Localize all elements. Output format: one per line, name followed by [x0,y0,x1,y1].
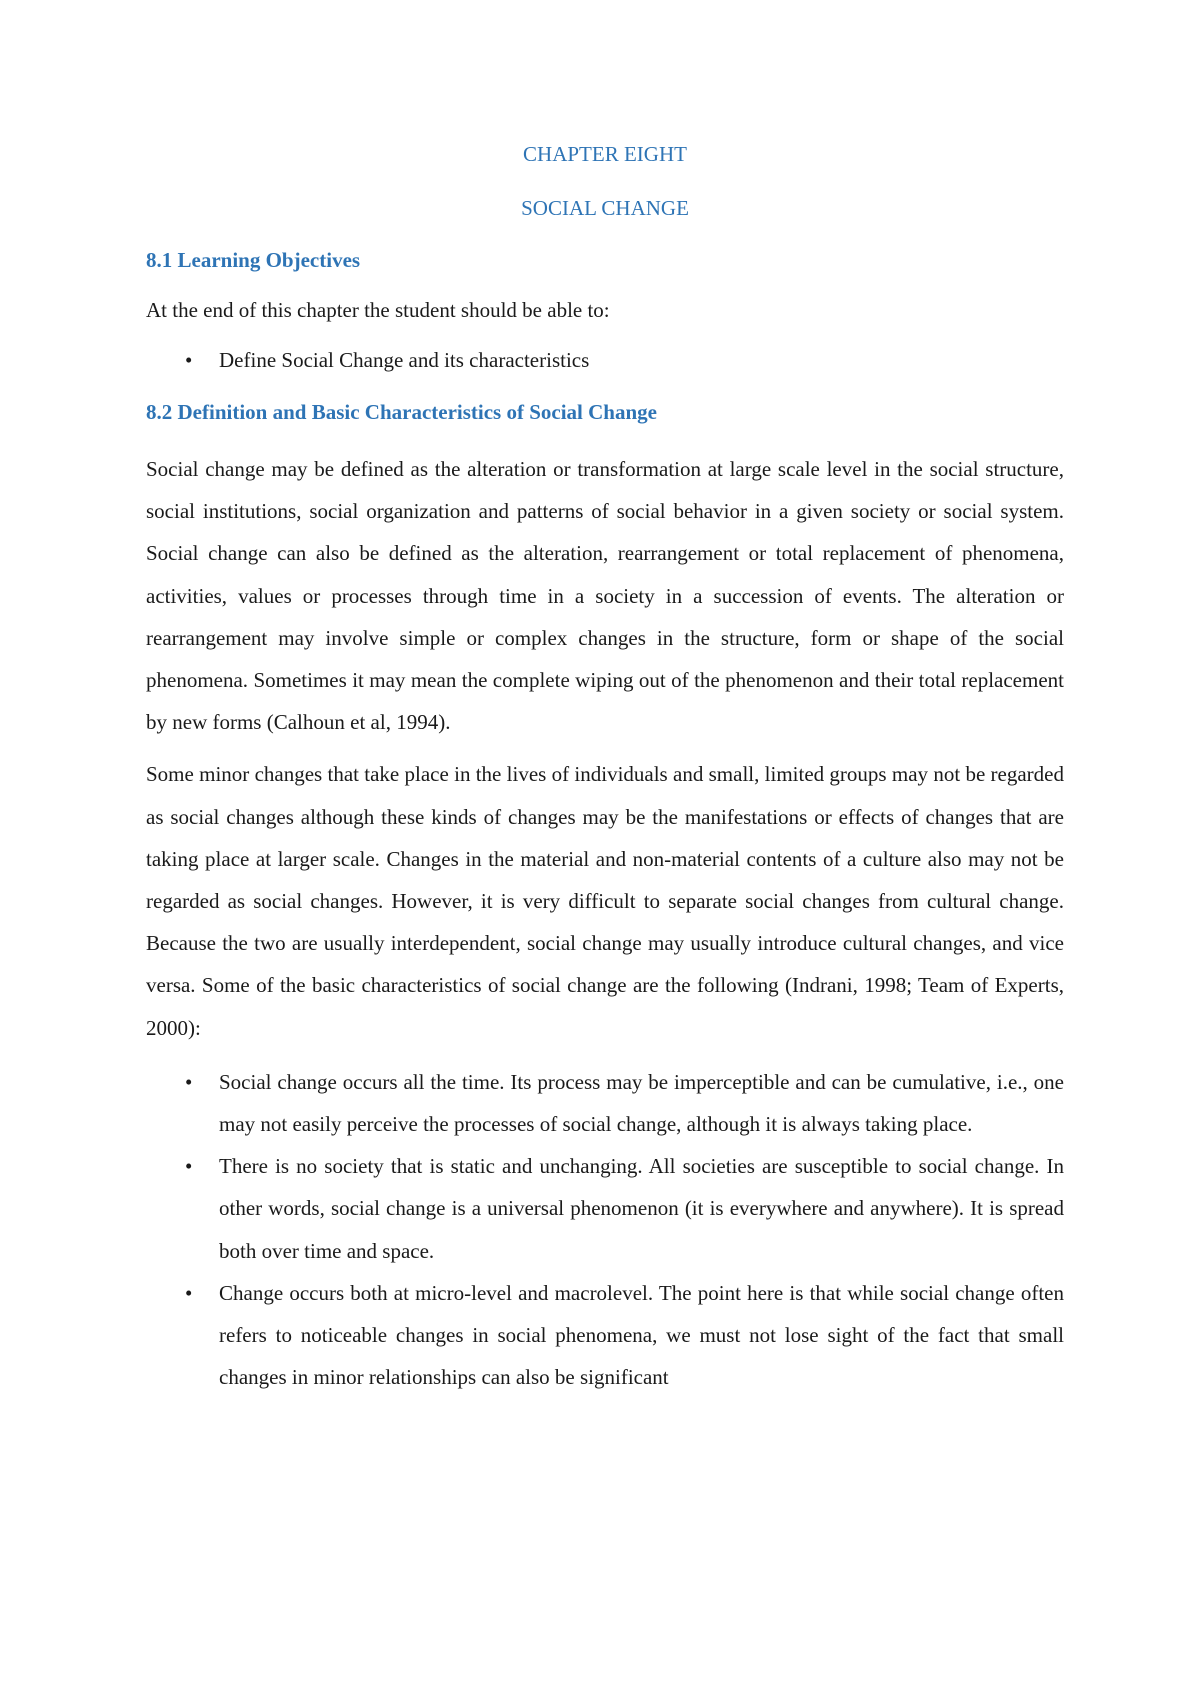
list-item [185,346,1064,374]
bullet-icon: • [185,1154,193,1179]
page-content [146,140,1064,1398]
characteristic-text: Change occurs both at micro-level and macrolevel. The point here is that while social change often refers to noticeable changes in social phenomena, we must not lose sight of the fact that small changes in minor relationships can also be significant [219,1280,1064,1390]
objectives-list [146,346,1064,374]
list-item [185,1272,1064,1399]
paragraph-definition: Social change may be defined as the alteration or transformation at large scale level in the social structure, social institutions, social organization and patterns of social behavior in a given society or social system. Social change can also be defined as the alteration, rearrangement or total replacement of phenomena, activities, values or processes through time in a society in a succession of events. The alteration or rearrangement may involve simple or complex changes in the structure, form or shape of the social phenomena. Sometimes it may mean the complete wiping out of the phenomenon and their total replacement by new forms (Calhoun et al, 1994). [146,457,1064,735]
characteristic-text: There is no society that is static and unchanging. All societies are susceptible to social change. In other words, social change is a universal phenomenon (it is everywhere and anywhere). It is spread both over time and space. [219,1154,1064,1263]
bullet-icon: • [185,1069,193,1094]
paragraph-minor-changes: Some minor changes that take place in the lives of individuals and small, limited groups may not be regarded as social changes although these kinds of changes may be the manifestations or effects of changes that are taking place at larger scale. Changes in the material and non-material contents of a culture also may not be regarded as social changes. However, it is very difficult to separate social changes from cultural change. Because the two are usually interdependent, social change may usually introduce cultural changes, and vice versa. Some of the basic characteristics of social change are the following (Indrani, 1998; Team of Experts, 2000): [146,762,1064,1040]
chapter-subtitle: SOCIAL CHANGE [521,196,689,220]
characteristic-text: Social change occurs all the time. Its process may be imperceptible and can be cumulative, i.e., one may not easily perceive the processes of social change, although it is always taking place. [219,1069,1064,1137]
section-heading-learning-objectives: 8.1 Learning Objectives [146,248,361,272]
chapter-title: CHAPTER EIGHT [523,142,687,166]
section-heading-definition: 8.2 Definition and Basic Characteristics of Social Change [146,400,657,424]
objectives-intro: At the end of this chapter the student should be able to: [146,298,610,322]
list-item [185,1061,1064,1145]
bullet-icon: • [185,1280,193,1305]
bullet-icon: • [185,348,193,372]
characteristics-list [146,1061,1064,1399]
list-item [185,1145,1064,1272]
objective-text: Define Social Change and its characteristics [219,348,590,372]
